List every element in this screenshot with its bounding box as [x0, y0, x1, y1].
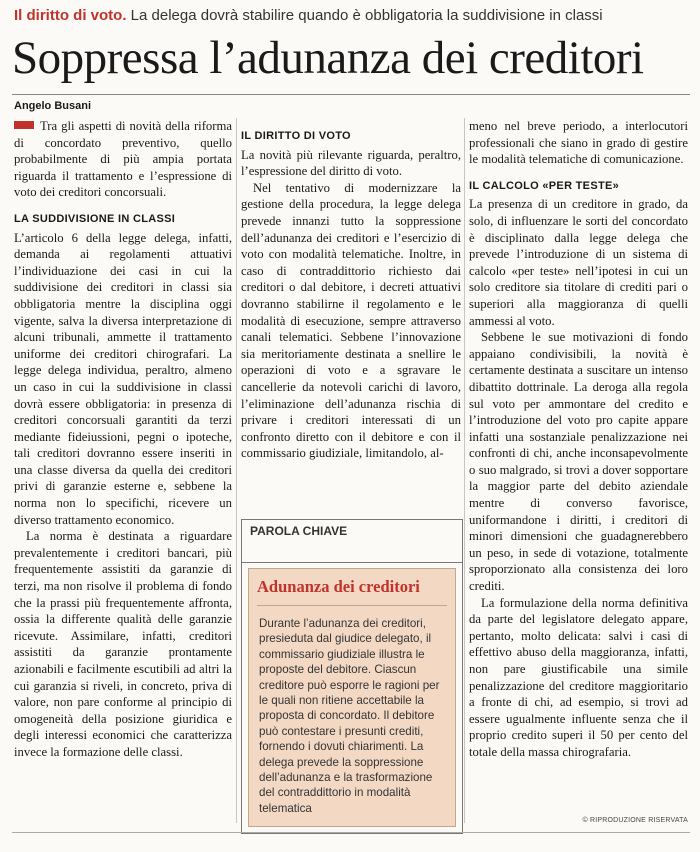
paragraph: La norma è destinata a riguardare prevalentemente i creditori bancari, più frequentemente assistiti da garanzie di terzi, ma non risolve il problema di fondo che la prassi più frequentemente affronta, ossia la differente qualità delle garanzie ricevute. Assimilare, infatti, creditori assistiti da garanzie prontamente azionabili e facilmente escutibili ad altri la cui garanzia si riveli, in concreto, priva di valore, non pare conforme al principio di omogeneità della posizione giuridica e degli interessi economici che caratterizza invece la formazione delle classi.: [14, 529, 232, 759]
subhead-diritto-voto: IL DIRITTO DI VOTO: [241, 130, 351, 142]
paragraph: La presenza di un creditore in grado, da solo, di influenzare le sorti del concordato è disciplinato dalla legge delega che prevede l’introduzione di un sistema di calcolo «per teste» nell’ipotesi in cui un solo creditore sia titolare di crediti pari o superiori alla maggioranza di quelli ammessi al voto.: [469, 197, 688, 328]
paragraph: La formulazione della norma definitiva da parte del legislatore delegato appare, pertanto, molto delicata: salvi i casi di effettivo abuso della maggioranza, infatti, non pare giustificabile una simile penalizzazione del creditore maggioritario a fronte di chi, ad esempio, si trovi ad essere ugualmente influente senza che il proprio credito superi il 50 per cento del totale della massa chirografaria.: [469, 595, 688, 759]
kicker-text: La delega dovrà stabilire quando è obbligatoria la suddivisione in classi: [130, 7, 603, 24]
keyword-body: Durante l’adunanza dei creditori, presieduta dal giudice delegato, il commissario giudiziale illustra le proposte del debitore. Ciascun creditore può esporre le ragioni per le quali non ritiene accettabile la proposta di concordato. Il debitore può contestare i presunti crediti, fornendo i dovuti chiarimenti. La delega prevede la soppressione dell’adunanza e la trasformazione del contraddittorio in modalità telematica: [259, 617, 440, 815]
keyword-label: PAROLA CHIAVE: [242, 520, 462, 563]
headline: Soppressa l’adunanza dei creditori: [12, 32, 644, 84]
column-2: [241, 128, 461, 462]
column-divider-2: [464, 118, 465, 823]
paragraph: La novità più rilevante riguarda, peraltro, l’espressione del diritto di voto.: [241, 147, 461, 179]
keyword-panel: [248, 568, 456, 827]
top-rule: [12, 94, 690, 95]
subhead-classi: LA SUDDIVISIONE IN CLASSI: [14, 212, 176, 225]
paragraph: Nel tentativo di modernizzare la gestione della procedura, la legge delega prevede innanzi tutto la soppressione dell’adunanza dei creditori e l’esercizio di voto con modalità telematiche. Inoltre, in caso di contraddittorio richiesto dai creditori o dal debitore, i decreti attuativi dovranno stabilirne il regolamento e le modalità di esecuzione, sempre attraverso canali telematici. Sebbene l’innovazione sia meritoriamente destinata a snellire le operazioni di voto e a sgravare le cancellerie da notevoli carichi di lavoro, l’eliminazione dell’adunanza rischia di privare i creditori interessati di un confronto diretto con il debitore e con il commissario giudiziale, limitandolo, al-: [241, 180, 461, 461]
kicker: [14, 6, 690, 26]
red-square-icon: [14, 121, 34, 129]
copyright-notice: © RIPRODUZIONE RISERVATA: [582, 817, 688, 824]
column-3: [469, 118, 688, 761]
paragraph: Sebbene le sue motivazioni di fondo appaiano condivisibili, la novità è certamente destinata a suscitare un intenso dibattito dottrinale. La deroga alla regola sul voto per ammontare del credito e l’introduzione del voto pro capite appare infatti una sostanziale penalizzazione nei confronti di chi, anche inconsapevolmente o suo malgrado, si trovi a dover sopportare la maggior parte del debito aziendale mentre di converso favorisce, uniformandone i diritti, i creditori di minori dimensioni che guadagnerebbero un peso, in sede di votazione, totalmente sproporzionato alla consistenza dei loro crediti.: [469, 330, 688, 594]
kicker-tag: Il diritto di voto.: [14, 7, 127, 24]
bottom-rule: [12, 832, 690, 833]
keyword-title: Adunanza dei creditori: [257, 577, 447, 606]
keyword-box: [241, 519, 463, 834]
byline: Angelo Busani: [14, 100, 92, 112]
column-divider-1: [236, 118, 237, 823]
lead-paragraph-text: Tra gli aspetti di novità della riforma di concordato preventivo, quello probabilmente di più ampia portata riguarda il trattamento e l’espressione di voto dei creditori concorsuali.: [14, 119, 232, 200]
subhead-calcolo: IL CALCOLO «PER TESTE»: [469, 179, 620, 192]
paragraph: L’articolo 6 della legge delega, infatti, demanda ai regolamenti attuativi l’individuazione dei casi in cui la suddivisione dei creditori in classi sia obbligatoria mentre la disciplina oggi vigente, salva la diversa interpretazione di alcuni tribunali, ammette il trattamento uniforme dei creditori chirografari. La legge delega individua, peraltro, almeno un caso in cui la suddivisione in classi dovrà essere obbligatoria: in presenza di creditori concorsuali garantiti da terzi mediante fideiussioni, pegni o ipoteche, tali creditori dovranno essere inseriti in una classe diversa da quella dei creditori privi di garanzie esterne e, sebbene la norma non lo specifichi, ricevere un diverso trattamento economico.: [14, 230, 232, 527]
lead-paragraph: [14, 118, 232, 201]
paragraph: meno nel breve periodo, a interlocutori professionali che siano in grado di gestire le modalità telematiche di comunicazione.: [469, 119, 688, 167]
column-1: [14, 118, 232, 761]
